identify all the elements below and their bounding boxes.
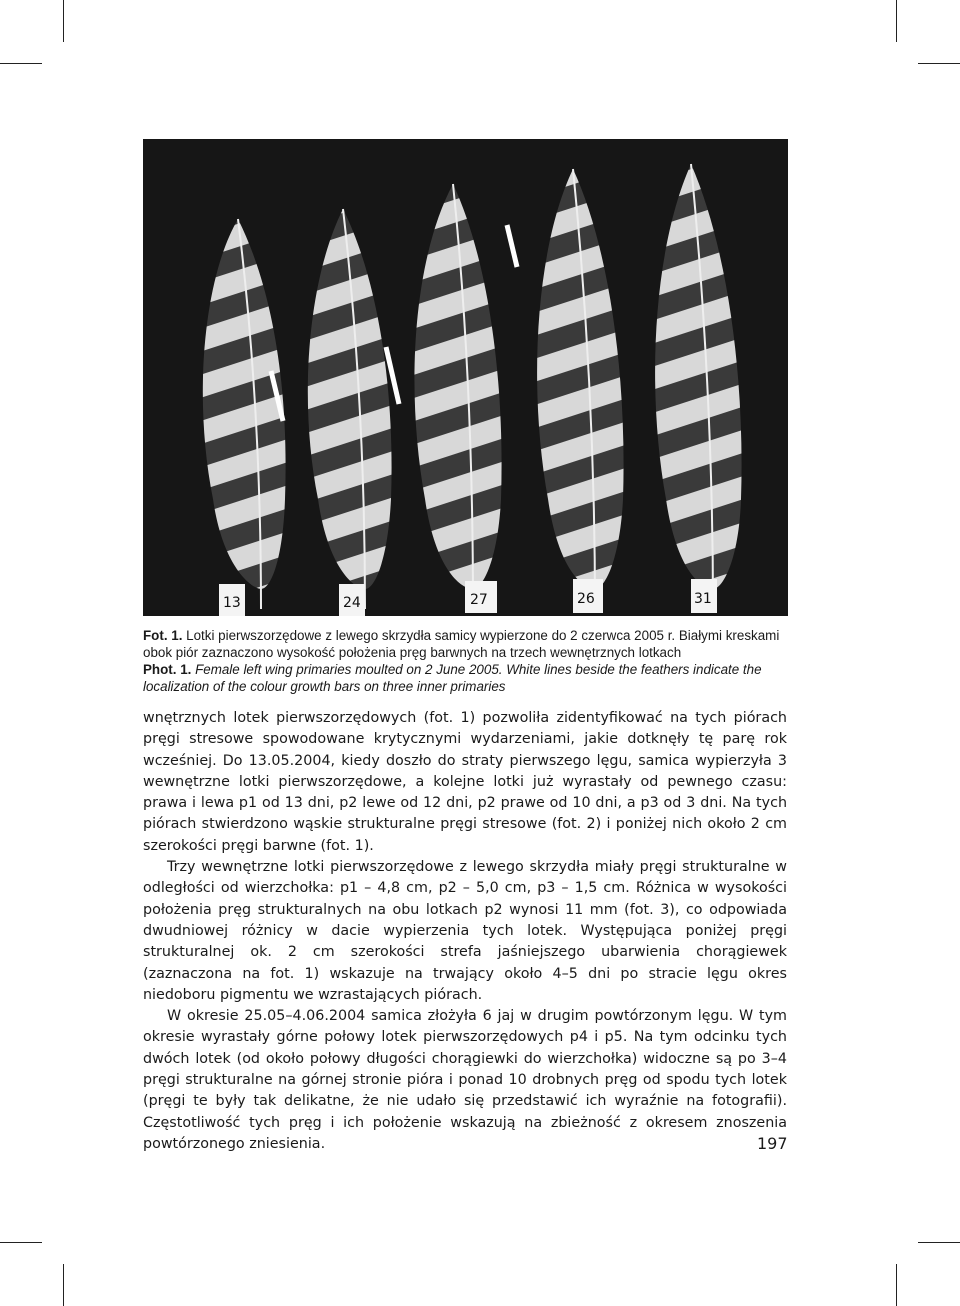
body-text xyxy=(143,708,787,1155)
feathers-illustration xyxy=(143,139,788,616)
feather-tag xyxy=(465,581,497,613)
paragraph: W okresie 25.05–4.06.2004 samica złożyła 6 jaj w drugim powtórzonym lęgu. W tym okresie wyrastały górne połowy lotek pierwszorzędowych p4 i p5. Na tym odcinku tych dwóch lotek (od około połowy długości chorągiewki do wierzchołka) widoczne są po 3–4 pręgi strukturalne na górnej stronie pióra i ponad 10 drobnych pręg od spodu tych lotek (pręgi te były tak delikatne, że nie udało się przedstawić ich wyraźnie na fotografii). Częstotliwość tych pręg i ich położenie wskazują na zbieżność z okresem znoszenia powtórzonego zniesienia. xyxy=(143,1008,787,1152)
crop-mark xyxy=(0,1242,42,1243)
crop-mark xyxy=(63,1264,64,1306)
feather-tag-label: 27 xyxy=(470,592,488,608)
caption-label: Phot. 1. xyxy=(143,662,192,677)
growth-bar-marker xyxy=(507,225,517,267)
feather-tag-label: 31 xyxy=(694,591,712,607)
feather-tag-label: 24 xyxy=(343,595,361,611)
crop-mark xyxy=(896,0,897,42)
caption-text: Lotki pierwszorzędowe z lewego skrzydła samicy wypierzone do 2 czerwca 2005 r. Białymi kreskami obok piór zaznaczono wysokość położenia pręg barwnych na trzech wewnętrznych lotkach xyxy=(143,628,780,660)
feather-tag xyxy=(691,579,717,613)
crop-mark xyxy=(918,63,960,64)
figure-caption xyxy=(143,627,793,695)
caption-english xyxy=(143,661,793,695)
feather-tag-label: 13 xyxy=(223,595,241,611)
caption-text: Female left wing primaries moulted on 2 June 2005. White lines beside the feathers indicate the localization of the colour growth bars on three inner primaries xyxy=(143,662,762,694)
feather-tag xyxy=(219,584,245,616)
paragraph: Trzy wewnętrzne lotki pierwszorzędowe z lewego skrzydła miały pręgi strukturalne w odległości od wierzchołka: p1 – 4,8 cm, p2 – 5,0 cm, p3 – 1,5 cm. Różnica w wysokości położenia pręg strukturalnych na obu lotkach p2 wynosi 11 mm (fot. 3), co odpowiada dwudniowej różnicy w dacie wypierzenia tych lotek. Występująca poniżej pręgi strukturalnej ok. 2 cm szerokości strefa jaśniejszego ubarwienia chorągiewek (zaznaczona na fot. 1) wskazuje na trwający około 4–5 dni po stracie lęgu okres niedoboru pigmentu we wzrastających piórach. xyxy=(143,859,787,1003)
caption-polish xyxy=(143,627,793,661)
feather-tag xyxy=(339,584,365,616)
feather-tag-label: 26 xyxy=(577,591,595,607)
paragraph: wnętrznych lotek pierwszorzędowych (fot. 1) pozwoliła zidentyfikować na tych piórach pręgi stresowe spowodowane krytycznymi wydarzeniami, jakie dotknęły tę parę rok wcześniej. Do 13.05.2004, kiedy doszło do straty pierwszego lęgu, samica wypierzyła 3 wewnętrzne lotki pierwszorzędowe, a kolejne lotki już wyrastały od pewnego czasu: prawa i lewa p1 od 13 dni, p2 lewe od 12 dni, p2 prawe od 10 dni, a p3 od 3 dni. Na tych piórach stwierdzono wąskie strukturalne pręgi stresowe (fot. 2) i poniżej nich około 2 cm szerokości pręgi barwne (fot. 1). xyxy=(143,710,787,854)
crop-mark xyxy=(896,1264,897,1306)
feather-tag xyxy=(573,579,603,613)
crop-mark xyxy=(0,63,42,64)
crop-mark xyxy=(63,0,64,42)
caption-label: Fot. 1. xyxy=(143,628,183,643)
feathers-photo xyxy=(143,139,788,616)
page-number: 197 xyxy=(757,1134,788,1153)
crop-mark xyxy=(918,1242,960,1243)
